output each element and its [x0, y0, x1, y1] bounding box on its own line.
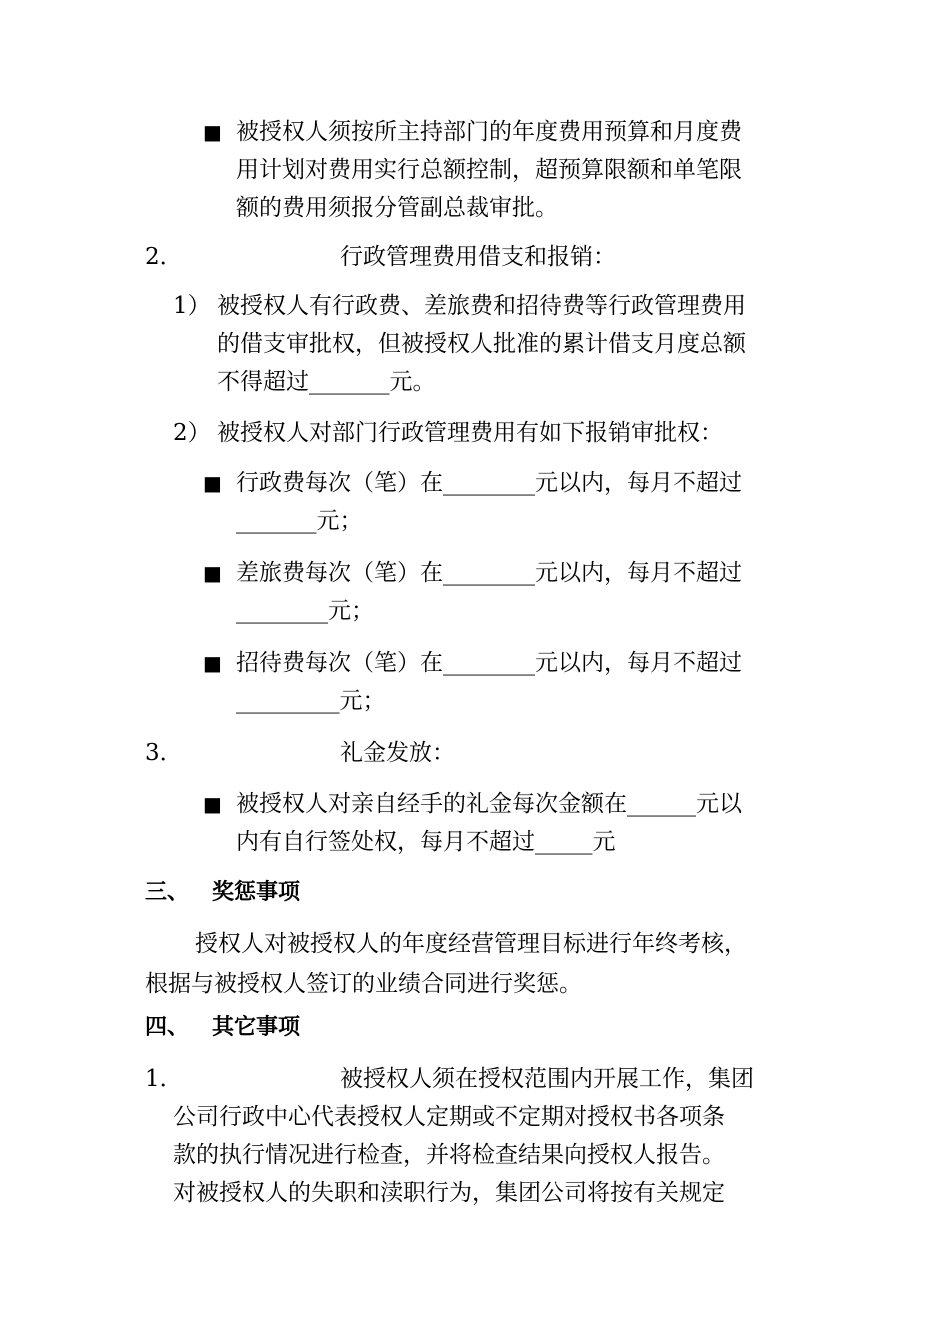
item-number: 1．: [145, 1066, 183, 1092]
bullet-square-icon: ■: [203, 651, 222, 675]
section-title: 奖惩事项: [212, 880, 301, 905]
text-line: ________元；: [236, 598, 374, 624]
bullet-square-icon: ■: [203, 471, 222, 495]
item-number: 3．: [145, 740, 183, 766]
text-line: _______元；: [236, 508, 363, 534]
advance-approval-paragraph: [217, 287, 746, 401]
text-line: 被授权人对亲自经手的礼金每次金额在______元以: [236, 791, 742, 817]
item-number: 2．: [145, 244, 183, 270]
reimbursement-paragraph: 被授权人对部门行政管理费用有如下报销审批权：: [217, 420, 723, 446]
sub-item-number: 2）: [173, 420, 211, 446]
sub-item-number: 1）: [173, 293, 211, 319]
text-line: 被授权人须按所主持部门的年度费用预算和月度费: [236, 119, 742, 145]
text-line: 用计划对费用实行总额控制，超预算限额和单笔限: [236, 157, 742, 183]
text-line: 的借支审批权，但被授权人批准的累计借支月度总额: [217, 331, 746, 357]
bullet-square-icon: ■: [203, 561, 222, 585]
text-line: 公司行政中心代表授权人定期或不定期对授权书各项条: [173, 1104, 725, 1130]
text-line: 根据与被授权人签订的业绩合同进行奖惩。: [145, 971, 582, 997]
text-line: 行政费每次（笔）在________元以内，每月不超过: [236, 470, 742, 496]
budget-control-paragraph: [236, 113, 742, 227]
text-line: 额的费用须报分管副总裁审批。: [236, 195, 558, 221]
text-line: 被授权人须在授权范围内开展工作，集团: [340, 1066, 754, 1092]
gift-money-paragraph: [236, 785, 742, 861]
reward-paragraph: [145, 924, 747, 1004]
text-line: 招待费每次（笔）在________元以内，每月不超过: [236, 650, 742, 676]
item-title: 行政管理费用借支和报销：: [340, 244, 616, 270]
text-line: 款的执行情况进行检查，并将检查结果向授权人报告。: [173, 1142, 725, 1168]
text-line: 对被授权人的失职和渎职行为，集团公司将按有关规定: [173, 1180, 725, 1206]
bullet-square-icon: ■: [203, 120, 222, 144]
entertainment-fee-limit: [236, 644, 742, 720]
section-title: 其它事项: [212, 1015, 301, 1040]
text-line: 不得超过_______元。: [217, 369, 436, 395]
text-line: 差旅费每次（笔）在________元以内，每月不超过: [236, 560, 742, 586]
item-title: 礼金发放：: [340, 740, 455, 766]
supervision-paragraph: [173, 1098, 725, 1212]
section-number: 四、: [145, 1015, 190, 1040]
text-line: 授权人对被授权人的年度经营管理目标进行年终考核，: [195, 931, 747, 957]
bullet-square-icon: ■: [203, 792, 222, 816]
section-number: 三、: [145, 880, 190, 905]
admin-fee-limit: [236, 464, 742, 540]
travel-fee-limit: [236, 554, 742, 630]
text-line: 被授权人有行政费、差旅费和招待费等行政管理费用: [217, 293, 746, 319]
text-line: _________元；: [236, 688, 386, 714]
text-line: 内有自行签处权，每月不超过_____元: [236, 829, 616, 855]
